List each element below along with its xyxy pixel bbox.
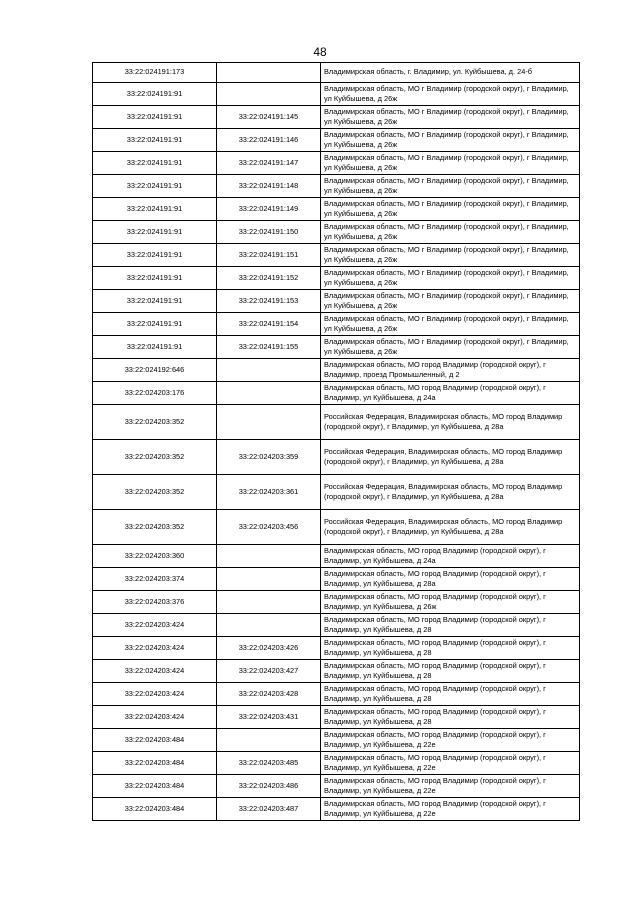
table-row bbox=[93, 440, 580, 475]
sub-parcel-number: 33:22:024191:153 bbox=[217, 290, 321, 313]
sub-parcel-number bbox=[217, 614, 321, 637]
table-row bbox=[93, 545, 580, 568]
sub-parcel-number: 33:22:024203:431 bbox=[217, 706, 321, 729]
parcel-number: 33:22:024191:91 bbox=[93, 129, 217, 152]
address-cell: Владимирская область, МО г Владимир (городской округ), г Владимир, ул Куйбышева, д 26ж bbox=[321, 313, 580, 336]
address-cell: Владимирская область, МО город Владимир (городской округ), г Владимир, ул Куйбышева, д 22е bbox=[321, 775, 580, 798]
sub-parcel-number: 33:22:024191:155 bbox=[217, 336, 321, 359]
parcel-number: 33:22:024192:646 bbox=[93, 359, 217, 382]
table-row bbox=[93, 221, 580, 244]
parcel-number: 33:22:024203:352 bbox=[93, 405, 217, 440]
table-row bbox=[93, 244, 580, 267]
table-row bbox=[93, 106, 580, 129]
parcel-number: 33:22:024203:484 bbox=[93, 729, 217, 752]
parcel-number: 33:22:024191:91 bbox=[93, 336, 217, 359]
table-row bbox=[93, 175, 580, 198]
table-row bbox=[93, 614, 580, 637]
table-row bbox=[93, 198, 580, 221]
parcel-number: 33:22:024203:424 bbox=[93, 683, 217, 706]
parcel-number: 33:22:024191:91 bbox=[93, 221, 217, 244]
address-cell: Владимирская область, МО город Владимир (городской округ), г Владимир, ул Куйбышева, д 24а bbox=[321, 382, 580, 405]
address-cell: Владимирская область, МО г Владимир (городской округ), г Владимир, ул Куйбышева, д 26ж bbox=[321, 129, 580, 152]
sub-parcel-number: 33:22:024203:486 bbox=[217, 775, 321, 798]
table-row bbox=[93, 706, 580, 729]
table-row bbox=[93, 382, 580, 405]
table-row bbox=[93, 510, 580, 545]
address-cell: Владимирская область, МО г Владимир (городской округ), г Владимир, ул Куйбышева, д 26ж bbox=[321, 290, 580, 313]
address-cell: Владимирская область, МО город Владимир (городской округ), г Владимир, ул Куйбышева, д 24а bbox=[321, 545, 580, 568]
address-cell: Российская Федерация, Владимирская область, МО город Владимир (городской округ), г Владимир, ул Куйбышева, д 28а bbox=[321, 440, 580, 475]
sub-parcel-number: 33:22:024203:426 bbox=[217, 637, 321, 660]
sub-parcel-number bbox=[217, 591, 321, 614]
table-row bbox=[93, 591, 580, 614]
address-cell: Владимирская область, МО город Владимир (городской округ), г Владимир, ул Куйбышева, д 28 bbox=[321, 660, 580, 683]
address-cell: Владимирская область, МО г Владимир (городской округ), г Владимир, ул Куйбышева, д 26ж bbox=[321, 106, 580, 129]
address-cell: Владимирская область, МО г Владимир (городской округ), г Владимир, ул Куйбышева, д 26ж bbox=[321, 336, 580, 359]
sub-parcel-number: 33:22:024191:149 bbox=[217, 198, 321, 221]
parcel-number: 33:22:024203:352 bbox=[93, 475, 217, 510]
table-row bbox=[93, 637, 580, 660]
parcel-number: 33:22:024203:176 bbox=[93, 382, 217, 405]
address-cell: Владимирская область, МО город Владимир (городской округ), г Владимир, ул Куйбышева, д 28 bbox=[321, 637, 580, 660]
parcel-number: 33:22:024191:91 bbox=[93, 106, 217, 129]
address-cell: Владимирская область, МО город Владимир (городской округ), г Владимир, ул Куйбышева, д 28 bbox=[321, 614, 580, 637]
parcel-number: 33:22:024203:424 bbox=[93, 637, 217, 660]
address-cell: Владимирская область, МО город Владимир (городской округ), г Владимир, ул Куйбышева, д 28 bbox=[321, 706, 580, 729]
address-cell: Владимирская область, МО г Владимир (городской округ), г Владимир, ул Куйбышева, д 26ж bbox=[321, 244, 580, 267]
cadastral-table bbox=[92, 62, 580, 821]
address-cell: Владимирская область, МО г Владимир (городской округ), г Владимир, ул Куйбышева, д 26ж bbox=[321, 175, 580, 198]
table-row bbox=[93, 752, 580, 775]
table-row bbox=[93, 313, 580, 336]
parcel-number: 33:22:024191:91 bbox=[93, 175, 217, 198]
table-row bbox=[93, 129, 580, 152]
address-cell: Владимирская область, МО город Владимир (городской округ), г Владимир, ул Куйбышева, д 26ж bbox=[321, 591, 580, 614]
sub-parcel-number bbox=[217, 359, 321, 382]
sub-parcel-number: 33:22:024191:146 bbox=[217, 129, 321, 152]
address-cell: Владимирская область, МО г Владимир (городской округ), г Владимир, ул Куйбышева, д 26ж bbox=[321, 221, 580, 244]
address-cell: Российская Федерация, Владимирская область, МО город Владимир (городской округ), г Владимир, ул Куйбышева, д 28а bbox=[321, 475, 580, 510]
sub-parcel-number: 33:22:024191:147 bbox=[217, 152, 321, 175]
sub-parcel-number: 33:22:024203:487 bbox=[217, 798, 321, 821]
sub-parcel-number: 33:22:024191:148 bbox=[217, 175, 321, 198]
parcel-number: 33:22:024191:91 bbox=[93, 198, 217, 221]
sub-parcel-number bbox=[217, 63, 321, 83]
parcel-number: 33:22:024203:424 bbox=[93, 660, 217, 683]
sub-parcel-number: 33:22:024191:154 bbox=[217, 313, 321, 336]
table-row bbox=[93, 336, 580, 359]
parcel-number: 33:22:024191:91 bbox=[93, 244, 217, 267]
table-row bbox=[93, 798, 580, 821]
sub-parcel-number bbox=[217, 545, 321, 568]
address-cell: Владимирская область, МО г Владимир (городской округ), г Владимир, ул Куйбышева, д 26ж bbox=[321, 83, 580, 106]
table-row bbox=[93, 405, 580, 440]
parcel-number: 33:22:024191:91 bbox=[93, 83, 217, 106]
address-cell: Владимирская область, МО г Владимир (городской округ), г Владимир, ул Куйбышева, д 26ж bbox=[321, 267, 580, 290]
sub-parcel-number bbox=[217, 568, 321, 591]
parcel-number: 33:22:024203:424 bbox=[93, 706, 217, 729]
parcel-number: 33:22:024203:484 bbox=[93, 798, 217, 821]
table-row bbox=[93, 683, 580, 706]
sub-parcel-number: 33:22:024203:428 bbox=[217, 683, 321, 706]
sub-parcel-number: 33:22:024191:145 bbox=[217, 106, 321, 129]
table-row bbox=[93, 267, 580, 290]
parcel-number: 33:22:024191:91 bbox=[93, 152, 217, 175]
address-cell: Владимирская область, МО г Владимир (городской округ), г Владимир, ул Куйбышева, д 26ж bbox=[321, 152, 580, 175]
address-cell: Владимирская область, МО г Владимир (городской округ), г Владимир, ул Куйбышева, д 26ж bbox=[321, 198, 580, 221]
table-row bbox=[93, 63, 580, 83]
table-row bbox=[93, 729, 580, 752]
table-row bbox=[93, 475, 580, 510]
parcel-number: 33:22:024191:173 bbox=[93, 63, 217, 83]
address-cell: Владимирская область, г. Владимир, ул. Куйбышева, д. 24-б bbox=[321, 63, 580, 83]
parcel-number: 33:22:024203:376 bbox=[93, 591, 217, 614]
page-number: 48 bbox=[313, 45, 327, 59]
address-cell: Владимирская область, МО город Владимир (городской округ), г Владимир, ул Куйбышева, д 22е bbox=[321, 798, 580, 821]
parcel-number: 33:22:024191:91 bbox=[93, 267, 217, 290]
address-cell: Владимирская область, МО город Владимир (городской округ), г Владимир, ул Куйбышева, д 22е bbox=[321, 729, 580, 752]
address-cell: Владимирская область, МО город Владимир (городской округ), г Владимир, проезд Промышленный, д 2 bbox=[321, 359, 580, 382]
parcel-number: 33:22:024203:360 bbox=[93, 545, 217, 568]
parcel-number: 33:22:024203:484 bbox=[93, 775, 217, 798]
address-cell: Владимирская область, МО город Владимир (городской округ), г Владимир, ул Куйбышева, д 28 bbox=[321, 683, 580, 706]
table-row bbox=[93, 568, 580, 591]
sub-parcel-number: 33:22:024191:152 bbox=[217, 267, 321, 290]
sub-parcel-number bbox=[217, 83, 321, 106]
address-cell: Владимирская область, МО город Владимир (городской округ), г Владимир, ул Куйбышева, д 28а bbox=[321, 568, 580, 591]
sub-parcel-number: 33:22:024203:359 bbox=[217, 440, 321, 475]
parcel-number: 33:22:024191:91 bbox=[93, 290, 217, 313]
address-cell: Владимирская область, МО город Владимир (городской округ), г Владимир, ул Куйбышева, д 22е bbox=[321, 752, 580, 775]
table-row bbox=[93, 660, 580, 683]
sub-parcel-number bbox=[217, 405, 321, 440]
sub-parcel-number: 33:22:024191:151 bbox=[217, 244, 321, 267]
sub-parcel-number: 33:22:024203:485 bbox=[217, 752, 321, 775]
sub-parcel-number bbox=[217, 729, 321, 752]
sub-parcel-number: 33:22:024203:456 bbox=[217, 510, 321, 545]
sub-parcel-number: 33:22:024203:427 bbox=[217, 660, 321, 683]
parcel-number: 33:22:024191:91 bbox=[93, 313, 217, 336]
parcel-number: 33:22:024203:424 bbox=[93, 614, 217, 637]
table-row bbox=[93, 290, 580, 313]
sub-parcel-number: 33:22:024203:361 bbox=[217, 475, 321, 510]
table-row bbox=[93, 359, 580, 382]
parcel-number: 33:22:024203:352 bbox=[93, 510, 217, 545]
parcel-number: 33:22:024203:374 bbox=[93, 568, 217, 591]
sub-parcel-number: 33:22:024191:150 bbox=[217, 221, 321, 244]
address-cell: Российская Федерация, Владимирская область, МО город Владимир (городской округ), г Владимир, ул Куйбышева, д 28а bbox=[321, 510, 580, 545]
table-row bbox=[93, 83, 580, 106]
parcel-number: 33:22:024203:352 bbox=[93, 440, 217, 475]
table-row bbox=[93, 152, 580, 175]
parcel-number: 33:22:024203:484 bbox=[93, 752, 217, 775]
table-body bbox=[93, 63, 580, 821]
address-cell: Российская Федерация, Владимирская область, МО город Владимир (городской округ), г Владимир, ул Куйбышева, д 28а bbox=[321, 405, 580, 440]
table-row bbox=[93, 775, 580, 798]
sub-parcel-number bbox=[217, 382, 321, 405]
